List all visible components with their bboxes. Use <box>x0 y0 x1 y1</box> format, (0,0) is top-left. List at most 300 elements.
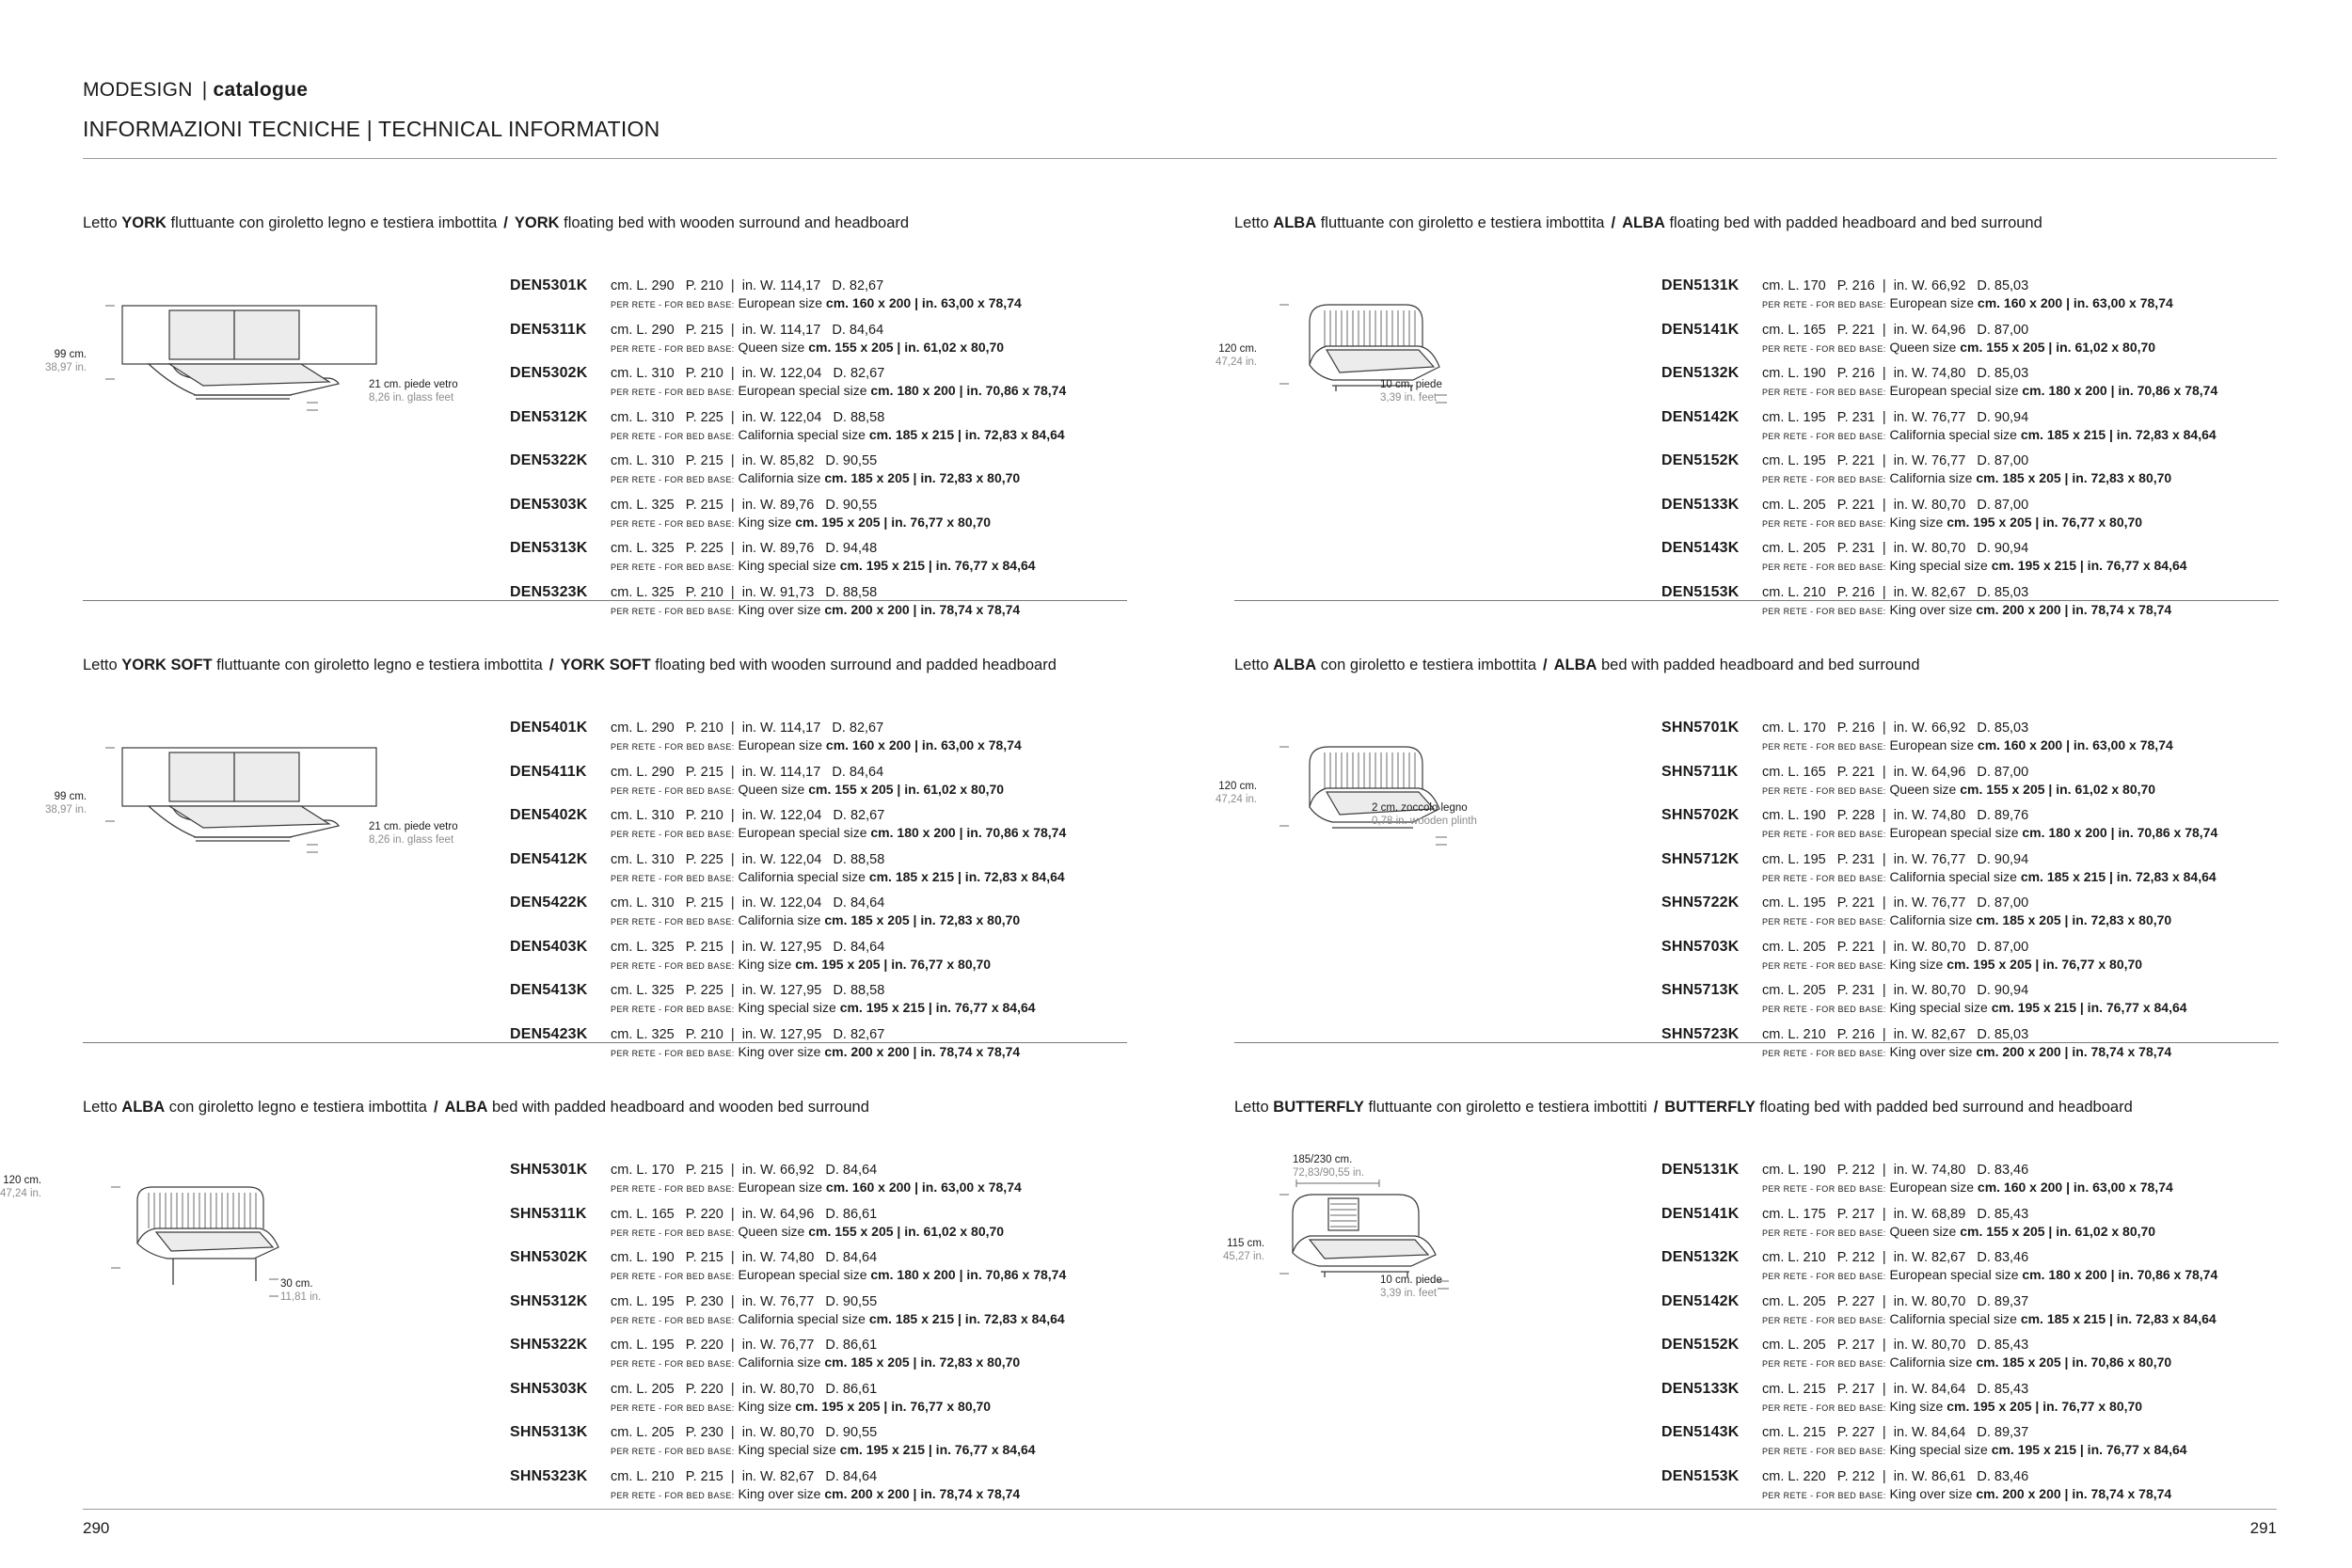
foot-dimension-in: 0,78 in. wooden plinth <box>1372 816 1477 827</box>
bed-base-measure: cm. 195 x 215 | in. 76,77 x 84,64 <box>1991 1000 2187 1015</box>
bed-base-size <box>611 470 1020 485</box>
foot-dimension-in: 8,26 in. glass feet <box>369 834 454 846</box>
bed-base-size <box>1762 737 2173 752</box>
width-dimension-cm: 185/230 cm. <box>1293 1154 1353 1165</box>
bed-base-label: PER RETE - FOR BED BASE: <box>611 300 735 309</box>
bed-base-name: European size <box>1889 737 1975 752</box>
bed-base-label: PER RETE - FOR BED BASE: <box>611 431 735 441</box>
bed-base-size <box>611 957 991 972</box>
product-code: DEN5143K <box>1661 540 1740 556</box>
bed-base-size <box>1762 957 2142 972</box>
bed-base-size <box>1762 1399 2142 1414</box>
bed-base-size <box>611 912 1020 927</box>
product-row <box>1661 1206 2282 1250</box>
bed-base-label: PER RETE - FOR BED BASE: <box>1762 1048 1886 1058</box>
product-list <box>510 720 1131 1069</box>
bed-base-name: California special size <box>738 1310 866 1326</box>
product-list <box>1661 720 2282 1069</box>
product-dimensions: cm. L. 310 P. 225 | in. W. 122,04 D. 88,58 <box>611 409 885 425</box>
product-row <box>510 1468 1131 1513</box>
product-dimensions: cm. L. 195 P. 230 | in. W. 76,77 D. 90,55 <box>611 1293 878 1309</box>
product-code: DEN5131K <box>1661 1162 1740 1178</box>
height-dimension-cm: 120 cm. <box>1218 343 1258 355</box>
bed-base-size <box>611 1442 1036 1457</box>
product-row <box>510 452 1131 497</box>
bed-base-name: King over size <box>1889 1485 1973 1501</box>
product-dimensions: cm. L. 190 P. 228 | in. W. 74,80 D. 89,76 <box>1762 808 2029 823</box>
product-code: SHN5313K <box>510 1424 588 1440</box>
product-code: DEN5412K <box>510 850 588 867</box>
product-dimensions: cm. L. 205 P. 217 | in. W. 80,70 D. 85,43 <box>1762 1338 2029 1353</box>
bed-base-name: European special size <box>1889 1267 2019 1282</box>
section-title: Letto BUTTERFLY fluttuante con giroletto e testiera imbottiti / BUTTERFLY floating bed with padded bed surround and headboard <box>1234 1099 2133 1116</box>
section-title: Letto YORK SOFT fluttuante con giroletto legno e testiera imbottita / YORK SOFT floating bed with wooden surround and padded headboard <box>83 657 1057 673</box>
product-code: DEN5401K <box>510 720 588 736</box>
bed-base-label: PER RETE - FOR BED BASE: <box>1762 785 1886 796</box>
bed-base-name: California size <box>1889 470 1973 485</box>
bed-base-name: King over size <box>738 1043 821 1059</box>
bed-base-name: Queen size <box>738 781 805 797</box>
bed-base-measure: cm. 195 x 215 | in. 76,77 x 84,64 <box>839 1000 1036 1015</box>
height-dimension <box>45 348 87 374</box>
product-row <box>510 1424 1131 1468</box>
bed-base-measure: cm. 185 x 215 | in. 72,83 x 84,64 <box>868 868 1065 884</box>
product-code: SHN5323K <box>510 1467 588 1484</box>
product-row <box>510 497 1131 541</box>
bed-base-name: European special size <box>1889 825 2019 840</box>
bed-base-label: PER RETE - FOR BED BASE: <box>1762 518 1886 529</box>
product-dimensions: cm. L. 175 P. 217 | in. W. 68,89 D. 85,43 <box>1762 1206 2029 1222</box>
bed-base-size <box>611 427 1065 442</box>
product-code: DEN5142K <box>1661 1292 1740 1309</box>
product-code: DEN5142K <box>1661 408 1740 425</box>
bed-base-label: PER RETE - FOR BED BASE: <box>1762 1184 1886 1194</box>
section-title: Letto ALBA fluttuante con giroletto e testiera imbottita / ALBA floating bed with padded headboard and bed surround <box>1234 214 2042 231</box>
foot-dimension-in: 3,39 in. feet <box>1380 392 1438 404</box>
product-code: DEN5423K <box>510 1025 588 1042</box>
bed-base-label: PER RETE - FOR BED BASE: <box>611 518 735 529</box>
bed-base-measure: cm. 195 x 205 | in. 76,77 x 80,70 <box>1947 956 2143 972</box>
bed-base-label: PER RETE - FOR BED BASE: <box>1762 388 1886 397</box>
product-code: DEN5131K <box>1661 277 1740 293</box>
product-row <box>1661 764 2282 808</box>
product-dimensions: cm. L. 195 P. 220 | in. W. 76,77 D. 86,61 <box>611 1338 878 1353</box>
product-list <box>510 277 1131 627</box>
bed-base-measure: cm. 195 x 205 | in. 76,77 x 80,70 <box>795 1398 992 1414</box>
bed-base-name: King over size <box>738 1485 821 1501</box>
bed-base-measure: cm. 195 x 215 | in. 76,77 x 84,64 <box>1991 1442 2187 1457</box>
product-code: SHN5713K <box>1661 982 1740 998</box>
product-code: DEN5323K <box>510 583 588 600</box>
brand-suffix: catalogue <box>213 79 309 101</box>
product-dimensions: cm. L. 325 P. 215 | in. W. 127,95 D. 84,64 <box>611 939 885 955</box>
bed-base-size <box>1762 782 2155 797</box>
brand-header <box>83 79 308 102</box>
bed-base-size <box>1762 1267 2217 1282</box>
product-row <box>510 409 1131 453</box>
product-row <box>1661 939 2282 983</box>
product-dimensions: cm. L. 165 P. 221 | in. W. 64,96 D. 87,00 <box>1762 764 2029 780</box>
product-row <box>1661 851 2282 895</box>
bed-base-name: European special size <box>738 825 867 840</box>
bed-base-measure: cm. 195 x 205 | in. 76,77 x 80,70 <box>795 956 992 972</box>
bed-base-measure: cm. 195 x 215 | in. 76,77 x 84,64 <box>839 558 1036 573</box>
bed-base-size <box>611 515 991 530</box>
product-section-york-soft <box>45 602 1127 1059</box>
bed-base-name: King special size <box>1889 1442 1988 1457</box>
product-code: DEN5152K <box>1661 1337 1740 1353</box>
bed-base-name: King over size <box>1889 601 1973 617</box>
bed-base-measure: cm. 160 x 200 | in. 63,00 x 78,74 <box>825 737 1022 752</box>
bed-base-label: PER RETE - FOR BED BASE: <box>611 1315 735 1325</box>
product-dimensions: cm. L. 310 P. 210 | in. W. 122,04 D. 82,67 <box>611 366 885 381</box>
bed-base-name: European special size <box>1889 383 2019 398</box>
product-row <box>510 851 1131 895</box>
bed-base-label: PER RETE - FOR BED BASE: <box>1762 917 1886 927</box>
product-dimensions: cm. L. 210 P. 216 | in. W. 82,67 D. 85,03 <box>1762 1026 2029 1042</box>
height-dimension-in: 47,24 in. <box>0 1188 42 1199</box>
height-dimension-cm: 120 cm. <box>1218 781 1258 792</box>
bed-base-name: Queen size <box>1889 1223 1957 1239</box>
bed-base-name: King size <box>1889 956 1944 972</box>
bed-base-size <box>611 825 1066 840</box>
product-dimensions: cm. L. 325 P. 225 | in. W. 89,76 D. 94,48 <box>611 541 878 556</box>
bed-base-name: European size <box>1889 295 1975 310</box>
width-dimension-in: 72,83/90,55 in. <box>1293 1167 1365 1179</box>
product-code: SHN5301K <box>510 1162 588 1178</box>
bed-base-size <box>611 1399 991 1414</box>
bed-base-measure: cm. 185 x 205 | in. 72,83 x 80,70 <box>1976 912 2172 927</box>
product-dimensions: cm. L. 220 P. 212 | in. W. 86,61 D. 83,46 <box>1762 1468 2029 1484</box>
foot-dimension-cm: 21 cm. piede vetro <box>369 379 458 390</box>
product-code: SHN5322K <box>510 1337 588 1353</box>
height-dimension-in: 47,24 in. <box>1216 794 1258 805</box>
height-dimension-in: 47,24 in. <box>1216 356 1258 368</box>
product-dimensions: cm. L. 290 P. 215 | in. W. 114,17 D. 84,64 <box>611 322 884 338</box>
bed-drawing <box>1234 292 1639 442</box>
bed-base-label: PER RETE - FOR BED BASE: <box>611 785 735 796</box>
product-code: DEN5141K <box>1661 1205 1740 1222</box>
foot-dimension-cm: 10 cm. piede <box>1380 1275 1442 1286</box>
bed-base-size <box>611 383 1066 398</box>
bed-base-label: PER RETE - FOR BED BASE: <box>1762 431 1886 441</box>
section-divider <box>83 600 1127 601</box>
bed-base-name: King size <box>1889 1398 1944 1414</box>
bed-base-size <box>1762 383 2217 398</box>
product-dimensions: cm. L. 190 P. 216 | in. W. 74,80 D. 85,03 <box>1762 366 2029 381</box>
bed-base-measure: cm. 155 x 205 | in. 61,02 x 80,70 <box>1960 1223 2156 1239</box>
bed-base-name: Queen size <box>738 1223 805 1239</box>
bed-base-name: European size <box>738 295 823 310</box>
bed-base-label: PER RETE - FOR BED BASE: <box>611 475 735 484</box>
product-code: DEN5312K <box>510 408 588 425</box>
bed-base-measure: cm. 185 x 205 | in. 72,83 x 80,70 <box>1976 470 2172 485</box>
height-dimension-in: 45,27 in. <box>1223 1251 1265 1262</box>
section-title: Letto YORK fluttuante con giroletto legno e testiera imbottita / YORK floating bed with wooden surround and headboard <box>83 214 910 231</box>
bed-base-name: Queen size <box>1889 781 1957 797</box>
product-row <box>510 1249 1131 1293</box>
bed-base-name: King special size <box>738 1442 836 1457</box>
height-dimension <box>1223 1237 1264 1263</box>
product-code: DEN5133K <box>1661 1380 1740 1397</box>
product-row <box>510 1337 1131 1381</box>
bed-base-label: PER RETE - FOR BED BASE: <box>611 343 735 354</box>
product-code: DEN5132K <box>1661 1249 1740 1265</box>
product-dimensions: cm. L. 210 P. 212 | in. W. 82,67 D. 83,46 <box>1762 1250 2029 1265</box>
bed-base-size <box>611 1267 1066 1282</box>
bed-base-name: King special size <box>738 1000 836 1015</box>
bed-base-size <box>1762 295 2173 310</box>
product-row <box>1661 807 2282 851</box>
bed-base-measure: cm. 160 x 200 | in. 63,00 x 78,74 <box>1977 295 2173 310</box>
bed-base-name: European special size <box>738 1267 867 1282</box>
bed-base-label: PER RETE - FOR BED BASE: <box>611 917 735 927</box>
product-row <box>1661 1162 2282 1206</box>
product-row <box>510 1381 1131 1425</box>
bed-base-size <box>611 737 1022 752</box>
bed-base-measure: cm. 195 x 205 | in. 76,77 x 80,70 <box>1947 1398 2143 1414</box>
header-divider <box>83 158 2277 159</box>
product-code: DEN5152K <box>1661 452 1740 468</box>
product-row <box>510 939 1131 983</box>
bed-base-name: California special size <box>1889 1310 2017 1326</box>
product-code: DEN5311K <box>510 321 587 338</box>
bed-base-measure: cm. 185 x 205 | in. 72,83 x 80,70 <box>824 470 1021 485</box>
bed-base-measure: cm. 155 x 205 | in. 61,02 x 80,70 <box>808 339 1005 355</box>
product-row <box>1661 982 2282 1026</box>
bed-base-name: European special size <box>738 383 867 398</box>
bed-base-size <box>1762 1224 2155 1239</box>
bed-base-name: King size <box>738 514 792 530</box>
bed-base-label: PER RETE - FOR BED BASE: <box>611 1184 735 1194</box>
bed-base-name: King size <box>738 1398 792 1414</box>
bed-base-measure: cm. 160 x 200 | in. 63,00 x 78,74 <box>1977 1180 2173 1195</box>
product-dimensions: cm. L. 325 P. 210 | in. W. 91,73 D. 88,58 <box>611 584 878 600</box>
section-divider <box>83 1042 1127 1043</box>
width-dimension <box>1293 1153 1364 1180</box>
bed-base-measure: cm. 155 x 205 | in. 61,02 x 80,70 <box>1960 781 2156 797</box>
section-divider <box>1234 1042 2279 1043</box>
product-dimensions: cm. L. 290 P. 210 | in. W. 114,17 D. 82,67 <box>611 278 884 293</box>
bed-base-size <box>1762 470 2171 485</box>
product-row <box>1661 409 2282 453</box>
bed-base-size <box>611 1311 1065 1326</box>
product-row <box>510 277 1131 322</box>
product-list <box>510 1162 1131 1512</box>
product-row <box>510 982 1131 1026</box>
product-code: DEN5133K <box>1661 496 1740 513</box>
product-row <box>1661 497 2282 541</box>
bed-base-label: PER RETE - FOR BED BASE: <box>611 1402 735 1413</box>
product-dimensions: cm. L. 205 P. 221 | in. W. 80,70 D. 87,00 <box>1762 939 2029 955</box>
bed-base-name: King size <box>1889 514 1944 530</box>
bed-base-label: PER RETE - FOR BED BASE: <box>1762 1402 1886 1413</box>
product-code: SHN5722K <box>1661 895 1740 911</box>
bed-base-label: PER RETE - FOR BED BASE: <box>1762 1005 1886 1014</box>
bed-base-size <box>1762 1311 2217 1326</box>
height-dimension <box>45 790 87 816</box>
bed-base-size <box>1762 869 2217 884</box>
product-code: SHN5701K <box>1661 720 1740 736</box>
foot-dimension-cm: 21 cm. piede vetro <box>369 821 458 832</box>
product-code: DEN5322K <box>510 452 588 468</box>
product-dimensions: cm. L. 325 P. 225 | in. W. 127,95 D. 88,58 <box>611 983 885 998</box>
bed-base-name: California size <box>1889 1354 1973 1370</box>
bed-base-measure: cm. 200 x 200 | in. 78,74 x 78,74 <box>824 1485 1021 1501</box>
page-number-left: 290 <box>83 1519 110 1537</box>
height-dimension <box>0 1174 41 1200</box>
product-code: DEN5313K <box>510 540 588 556</box>
bed-base-label: PER RETE - FOR BED BASE: <box>1762 343 1886 354</box>
bed-base-measure: cm. 185 x 205 | in. 72,83 x 80,70 <box>824 1354 1021 1370</box>
product-list <box>1661 277 2282 627</box>
bed-base-measure: cm. 180 x 200 | in. 70,86 x 78,74 <box>870 383 1067 398</box>
footer-divider <box>83 1509 2277 1510</box>
bed-base-size <box>1762 912 2171 927</box>
product-dimensions: cm. L. 310 P. 225 | in. W. 122,04 D. 88,58 <box>611 851 885 867</box>
product-code: SHN5723K <box>1661 1025 1740 1042</box>
bed-base-size <box>1762 1180 2173 1195</box>
bed-drawing <box>83 292 487 442</box>
bed-base-measure: cm. 185 x 215 | in. 72,83 x 84,64 <box>2020 1310 2217 1326</box>
product-code: SHN5302K <box>510 1249 588 1265</box>
product-row <box>1661 1249 2282 1293</box>
product-dimensions: cm. L. 205 P. 221 | in. W. 80,70 D. 87,00 <box>1762 497 2029 513</box>
foot-dimension <box>1380 1274 1442 1300</box>
product-row <box>1661 1293 2282 1338</box>
foot-dimension-cm: 2 cm. zoccolo legno <box>1372 802 1468 814</box>
bed-base-size <box>1762 515 2142 530</box>
bed-base-measure: cm. 195 x 205 | in. 76,77 x 80,70 <box>795 514 992 530</box>
foot-dimension <box>1380 378 1442 404</box>
product-row <box>1661 1337 2282 1381</box>
product-code: DEN5303K <box>510 496 588 513</box>
bed-base-label: PER RETE - FOR BED BASE: <box>611 388 735 397</box>
product-dimensions: cm. L. 195 P. 231 | in. W. 76,77 D. 90,94 <box>1762 851 2029 867</box>
product-section-alba-floating <box>1216 160 2279 617</box>
bed-base-name: California size <box>738 1354 821 1370</box>
bed-base-label: PER RETE - FOR BED BASE: <box>611 1447 735 1456</box>
bed-base-name: Queen size <box>1889 339 1957 355</box>
bed-base-measure: cm. 155 x 205 | in. 61,02 x 80,70 <box>808 781 1005 797</box>
product-row <box>510 1162 1131 1206</box>
height-dimension-cm: 99 cm. <box>54 349 87 360</box>
product-row <box>1661 365 2282 409</box>
bed-base-measure: cm. 200 x 200 | in. 78,74 x 78,74 <box>1976 1485 2172 1501</box>
bed-base-measure: cm. 195 x 215 | in. 76,77 x 84,64 <box>1991 558 2187 573</box>
product-code: SHN5703K <box>1661 938 1740 955</box>
bed-base-label: PER RETE - FOR BED BASE: <box>1762 830 1886 839</box>
bed-base-label: PER RETE - FOR BED BASE: <box>1762 1447 1886 1456</box>
product-code: SHN5711K <box>1661 763 1739 780</box>
product-code: DEN5153K <box>1661 1467 1740 1484</box>
product-row <box>510 720 1131 764</box>
bed-base-label: PER RETE - FOR BED BASE: <box>611 1048 735 1058</box>
height-dimension-cm: 99 cm. <box>54 791 87 802</box>
bed-base-label: PER RETE - FOR BED BASE: <box>611 562 735 572</box>
bed-base-name: California special size <box>1889 426 2017 442</box>
bed-base-name: European size <box>1889 1180 1975 1195</box>
foot-dimension-in: 8,26 in. glass feet <box>369 392 454 404</box>
bed-base-label: PER RETE - FOR BED BASE: <box>1762 742 1886 752</box>
product-code: DEN5411K <box>510 763 587 780</box>
bed-base-measure: cm. 200 x 200 | in. 78,74 x 78,74 <box>824 601 1021 617</box>
bed-base-measure: cm. 200 x 200 | in. 78,74 x 78,74 <box>1976 601 2172 617</box>
product-row <box>510 764 1131 808</box>
height-dimension-in: 38,97 in. <box>45 362 87 373</box>
product-code: DEN5143K <box>1661 1424 1740 1440</box>
product-row <box>1661 277 2282 322</box>
product-section-alba-wooden <box>0 1044 1127 1501</box>
product-row <box>510 1293 1131 1338</box>
product-dimensions: cm. L. 195 P. 221 | in. W. 76,77 D. 87,00 <box>1762 895 2029 911</box>
bed-base-measure: cm. 200 x 200 | in. 78,74 x 78,74 <box>824 1043 1021 1059</box>
product-row <box>510 322 1131 366</box>
bed-base-measure: cm. 180 x 200 | in. 70,86 x 78,74 <box>2022 825 2218 840</box>
page-number-right: 291 <box>2249 1519 2277 1537</box>
foot-dimension-in: 11,81 in. <box>280 1291 322 1303</box>
product-code: DEN5132K <box>1661 365 1740 381</box>
product-dimensions: cm. L. 325 P. 215 | in. W. 89,76 D. 90,55 <box>611 497 878 513</box>
page-subtitle: INFORMAZIONI TECNICHE | TECHNICAL INFORMATION <box>83 117 660 141</box>
bed-base-measure: cm. 180 x 200 | in. 70,86 x 78,74 <box>2022 1267 2218 1282</box>
bed-base-name: California special size <box>738 426 866 442</box>
bed-base-size <box>1762 427 2217 442</box>
foot-dimension-cm: 30 cm. <box>280 1278 313 1290</box>
bed-base-label: PER RETE - FOR BED BASE: <box>1762 1315 1886 1325</box>
product-dimensions: cm. L. 195 P. 221 | in. W. 76,77 D. 87,00 <box>1762 453 2029 468</box>
bed-base-size <box>611 340 1004 355</box>
bed-base-size <box>1762 340 2155 355</box>
section-title: Letto ALBA con giroletto legno e testiera imbottita / ALBA bed with padded headboard and wooden bed surround <box>83 1099 869 1116</box>
product-code: SHN5712K <box>1661 850 1740 867</box>
bed-base-size <box>611 558 1036 573</box>
bed-base-label: PER RETE - FOR BED BASE: <box>611 1272 735 1281</box>
product-row <box>1661 720 2282 764</box>
product-dimensions: cm. L. 205 P. 227 | in. W. 80,70 D. 89,37 <box>1762 1293 2029 1309</box>
bed-base-label: PER RETE - FOR BED BASE: <box>1762 873 1886 883</box>
bed-base-measure: cm. 160 x 200 | in. 63,00 x 78,74 <box>825 295 1022 310</box>
product-row <box>510 807 1131 851</box>
product-row <box>510 895 1131 939</box>
product-row <box>1661 1424 2282 1468</box>
height-dimension-cm: 120 cm. <box>3 1175 42 1186</box>
product-row <box>1661 895 2282 939</box>
bed-base-name: King special size <box>1889 1000 1988 1015</box>
bed-base-label: PER RETE - FOR BED BASE: <box>611 1490 735 1500</box>
product-dimensions: cm. L. 290 P. 210 | in. W. 114,17 D. 82,67 <box>611 721 884 736</box>
product-dimensions: cm. L. 205 P. 231 | in. W. 80,70 D. 90,94 <box>1762 541 2029 556</box>
bed-base-measure: cm. 180 x 200 | in. 70,86 x 78,74 <box>870 825 1067 840</box>
bed-base-size <box>1762 558 2187 573</box>
product-section-alba <box>1216 602 2279 1059</box>
product-code: DEN5141K <box>1661 321 1740 338</box>
foot-dimension <box>280 1277 321 1304</box>
bed-base-label: PER RETE - FOR BED BASE: <box>1762 562 1886 572</box>
bed-base-name: California size <box>738 470 821 485</box>
bed-base-size <box>611 869 1065 884</box>
height-dimension <box>1216 780 1257 806</box>
bed-base-name: European size <box>738 737 823 752</box>
product-code: SHN5311K <box>510 1205 587 1222</box>
bed-base-size <box>611 295 1022 310</box>
product-dimensions: cm. L. 290 P. 215 | in. W. 114,17 D. 84,64 <box>611 764 884 780</box>
bed-drawing <box>83 734 487 884</box>
product-code: DEN5413K <box>510 982 588 998</box>
product-dimensions: cm. L. 310 P. 215 | in. W. 85,82 D. 90,55 <box>611 453 878 468</box>
product-list <box>1661 1162 2282 1512</box>
product-code: DEN5402K <box>510 807 588 823</box>
